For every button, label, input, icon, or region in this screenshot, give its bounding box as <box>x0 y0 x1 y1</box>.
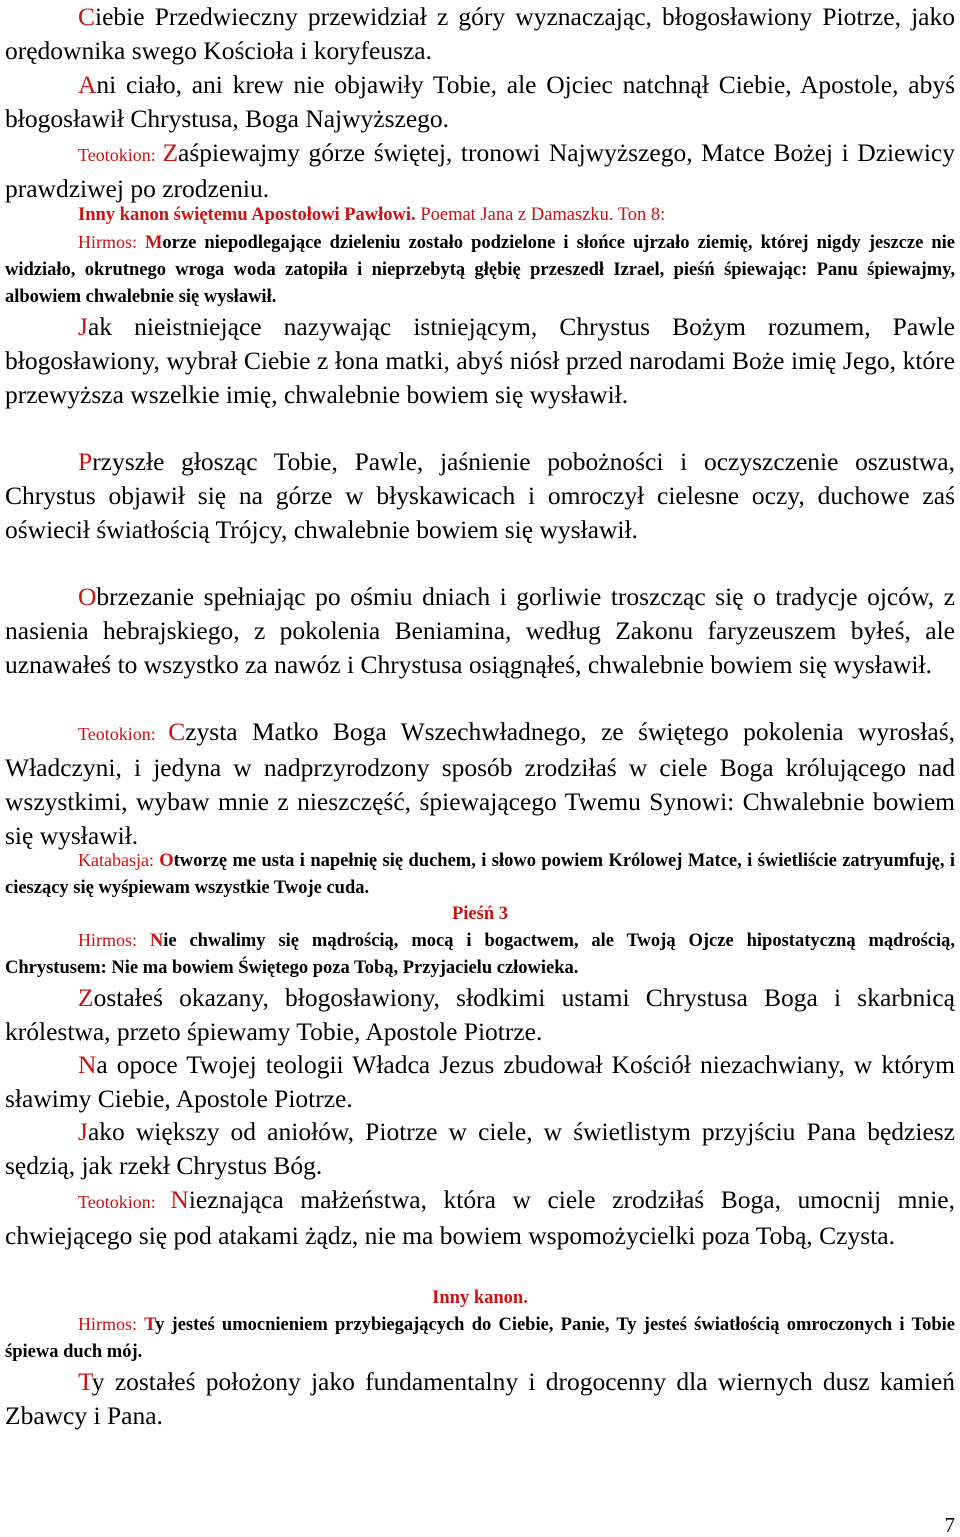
canon-subheading: Poemat Jana z Damaszku. Ton 8: <box>415 205 666 225</box>
initial-letter: M <box>144 233 163 253</box>
paragraph-text: rzyszłe głosząc Tobie, Pawle, jaśnienie pobożności i oczyszczenie oszustwa, Chrystus objawił się na górze w błyskawicach i omroczył cielesne oczy, duchowe zaś oświecił światłością Trójcy, chwalebnie bowiem się wysławił. <box>5 447 955 544</box>
initial-letter: A <box>78 70 97 99</box>
initial-letter: T <box>78 1367 92 1396</box>
initial-letter: T <box>144 1315 156 1335</box>
paragraph-text: y jesteś umocnieniem przybiegających do Ciebie, Panie, Ty jesteś światłością omroczonych i Tobie śpiewa duch mój. <box>5 1315 955 1362</box>
initial-letter: C <box>168 717 186 746</box>
rubric-label: Hirmos: <box>78 232 145 252</box>
paragraph-text: y zostałeś położony jako fundamentalny i drogocenny dla wiernych dusz kamień Zbawcy i Pana. <box>5 1367 955 1430</box>
rubric-label: Hirmos: <box>78 930 150 950</box>
paragraph <box>5 1365 955 1433</box>
section-heading: Pieśń 3 <box>451 904 508 924</box>
initial-letter: P <box>78 447 93 476</box>
initial-letter: J <box>78 312 88 341</box>
rubric-paragraph <box>5 136 955 206</box>
initial-letter: Z <box>162 138 179 167</box>
paragraph <box>5 1048 955 1116</box>
rubric-paragraph <box>5 847 955 902</box>
paragraph-text: brzezanie spełniając po ośmiu dniach i gorliwie troszcząc się o tradycje ojców, z nasienia hebrajskiego, z pokolenia Beniamina, według Zakonu faryzeuszem byłeś, ale uznawałeś to wszystko za nawóz i Chrystusa osiągnąłeś, chwalebnie bowiem się wysławił. <box>5 582 955 679</box>
paragraph-text: iebie Przedwieczny przewidział z góry wyznaczając, błogosławiony Piotrze, jako orędownika swego Kościoła i koryfeusza. <box>5 2 955 65</box>
initial-letter: O <box>78 582 97 611</box>
paragraph <box>5 981 955 1049</box>
rubric-paragraph <box>5 229 955 311</box>
initial-letter: N <box>149 931 164 951</box>
paragraph-text: ie chwalimy się mądrością, mocą i bogactwem, ale Twoją Ojcze hipostatyczną mądrością, Chrystusem: Nie ma bowiem Świętego poza Tobą, Przyjacielu człowieka. <box>5 931 955 978</box>
paragraph-text: zysta Matko Boga Wszechwładnego, ze świętego pokolenia wyrosłaś, Władczyni, i jedyna w nadprzyrodzony sposób zrodziłaś w ciele Boga królującego nad wszystkimi, wybaw mnie z nieszczęść, śpiewającego Twemu Synowi: Chwalebnie bowiem się wysławił. <box>5 717 955 850</box>
paragraph-text: ostałeś okazany, błogosławiony, słodkimi ustami Chrystusa Boga i skarbnicą królestwa, przeto śpiewamy Tobie, Apostole Piotrze. <box>5 983 955 1046</box>
rubric-paragraph <box>5 715 955 853</box>
paragraph-text: orze niepodlegające dzieleniu zostało podzielone i słońce ujrzało ziemię, której nigdy jeszcze nie widziało, okrutnego wroga woda zatopiła i nieprzebytą głębię przeszedł Izrael, pieśń śpiewając: Panu śpiewajmy, albowiem chwalebnie się wysławił. <box>5 233 955 307</box>
rubric-label: Teotokion: <box>78 145 163 165</box>
paragraph <box>5 202 955 229</box>
rubric-paragraph <box>5 1311 955 1366</box>
section-title <box>5 901 955 928</box>
paragraph-text: a opoce Twojej teologii Władca Jezus zbudował Kościół niezachwiany, w którym sławimy Ciebie, Apostole Piotrze. <box>5 1050 955 1113</box>
rubric-label: Hirmos: <box>78 1314 145 1334</box>
paragraph-text: ako większy od aniołów, Piotrze w ciele, w świetlistym przyjściu Pana będziesz sędzią, jak rzekł Chrystus Bóg. <box>5 1117 955 1180</box>
paragraph <box>5 0 955 68</box>
paragraph <box>5 1115 955 1183</box>
canon-heading: Inny kanon świętemu Apostołowi Pawłowi. <box>78 205 416 225</box>
initial-letter: O <box>159 851 174 871</box>
paragraph-text: ieznająca małżeństwa, która w ciele zrodziłaś Boga, umocnij mnie, chwiejącego się pod atakami żądz, nie ma bowiem wspomożycielki poza Tobą, Czysta. <box>5 1185 955 1250</box>
paragraph <box>5 310 955 412</box>
initial-letter: Z <box>78 983 94 1012</box>
paragraph-text: ak nieistniejące nazywając istniejącym, Chrystus Bożym rozumem, Pawle błogosławiony, wybrał Ciebie z łona matki, abyś niósł przed narodami Boże imię Jego, które przewyższa wszelkie imię, chwalebnie bowiem się wysławił. <box>5 312 955 409</box>
paragraph-text: tworzę me usta i napełnię się duchem, i słowo powiem Królowej Matce, i świetliście zatryumfuję, i cieszący się wyśpiewam wszystkie Twoje cuda. <box>5 851 955 898</box>
section-title <box>5 1285 955 1312</box>
rubric-paragraph <box>5 927 955 982</box>
page-number: 7 <box>944 1513 955 1537</box>
initial-letter: C <box>78 2 96 31</box>
rubric-paragraph <box>5 1183 955 1253</box>
rubric-label: Katabasja: <box>78 850 160 870</box>
paragraph <box>5 68 955 136</box>
paragraph-text: ni ciało, ani krew nie objawiły Tobie, ale Ojciec natchnął Ciebie, Apostole, abyś błogosławił Chrystusa, Boga Najwyższego. <box>5 70 955 133</box>
paragraph <box>5 580 955 682</box>
rubric-label: Teotokion: <box>78 1192 171 1212</box>
initial-letter: N <box>170 1185 189 1214</box>
initial-letter: J <box>78 1117 88 1146</box>
paragraph-text: aśpiewajmy górze świętej, tronowi Najwyższego, Matce Bożej i Dziewicy prawdziwej po zrodzeniu. <box>5 138 955 203</box>
section-heading: Inny kanon. <box>432 1288 528 1308</box>
paragraph <box>5 445 955 547</box>
initial-letter: N <box>78 1050 97 1079</box>
rubric-label: Teotokion: <box>78 724 169 744</box>
